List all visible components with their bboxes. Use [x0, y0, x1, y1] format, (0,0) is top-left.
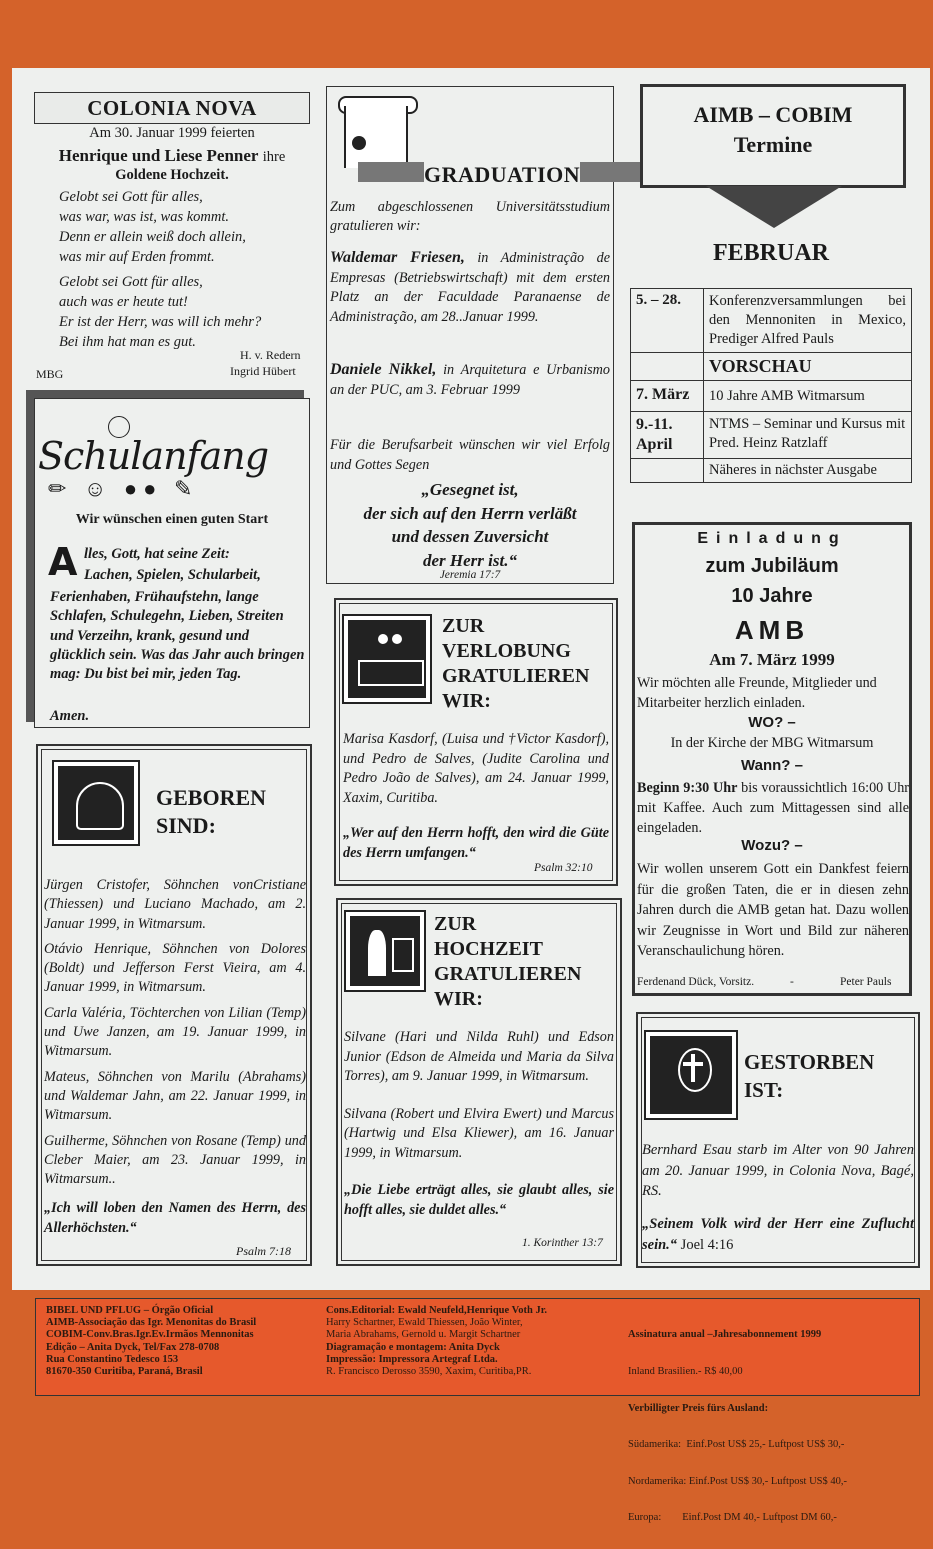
school-supplies-icon: ✏ ☺ ●● ✎	[48, 476, 199, 501]
hochzeit-quote: „Die Liebe erträgt alles, sie glaubt alles, sie hofft alles, sie duldet alles.“	[344, 1182, 614, 1218]
title-line: WIR:	[442, 690, 491, 712]
imprint-line: AIMB-Associação das Igr. Menonitas do Brasil	[46, 1317, 257, 1329]
imprint-line: R. Francisco Derosso 3590, Xaxim, Curitiba,PR.	[326, 1366, 532, 1378]
verlobung-ref: Psalm 32:10	[534, 862, 593, 874]
imprint-line: Südamerika: Einf.Post US$ 25,- Luftpost US$ 30,-	[628, 1439, 845, 1451]
termine-date	[631, 459, 704, 483]
imprint-line: Rua Constantino Tedesco 153	[46, 1353, 179, 1365]
einladung-sign-dash: -	[790, 976, 794, 988]
title-line: VERLOBUNG	[442, 640, 571, 662]
einladung-sign-left: Ferdenand Dück, Vorsitz.	[637, 976, 755, 988]
imprint-line: Harry Schartner, Ewald Thiessen, João Winter,	[326, 1317, 523, 1329]
imprint-line: Assinatura anual –Jahresabonnement 1999	[628, 1329, 822, 1341]
colonia-author: H. v. Redern	[240, 348, 301, 362]
table-row	[631, 459, 912, 483]
birth-entry: Carla Valéria, Töchterchen von Lilian (Temp) und Uwe Janzen, am 19. Januar 1999, in Witmarsum.	[44, 1004, 306, 1060]
imprint-col-publisher	[46, 1305, 326, 1378]
termine-table	[630, 288, 912, 483]
imprint-col-subscription	[628, 1305, 916, 1549]
birth-entry: Guilherme, Söhnchen von Rosane (Temp) und Cleber Maier, am 23. Januar 1999, in Witmarsum..	[44, 1132, 306, 1188]
geboren-quote: „Ich will loben den Namen des Herrn, des Allerhöchsten.“	[44, 1200, 306, 1236]
aimb-subtitle: Termine	[733, 132, 813, 157]
geboren-title-2: SIND:	[156, 813, 216, 838]
termine-date	[631, 353, 704, 381]
imprint-line: Impressão: Impressora Artegraf Ltda.	[326, 1353, 498, 1365]
graduation-ref: Jeremia 17:7	[439, 569, 501, 581]
verse-line: Gelobt sei Gott für alles,	[59, 189, 203, 205]
einladung-wozu-q: Wozu? –	[741, 837, 803, 854]
table-row	[631, 353, 912, 381]
gestorben-title	[744, 1048, 874, 1104]
graduation-wish: Für die Berufsarbeit wünschen wir viel Erfolg und Gottes Segen	[330, 437, 610, 473]
title-line: GRATULIEREN	[442, 665, 590, 687]
graduation-entry-1	[330, 248, 610, 327]
imprint-line: Verbilligter Preis fürs Ausland:	[628, 1402, 769, 1414]
termine-text: 10 Jahre AMB Witmarsum	[704, 381, 912, 412]
imprint-line: Maria Abrahams, Gernold u. Margit Schartner	[326, 1329, 521, 1341]
gestorben-text: Bernhard Esau starb im Alter von 90 Jahren am 20. Januar 1999, in Colonia Nova, Bagé, RS.	[642, 1142, 914, 1199]
colonia-line1: Am 30. Januar 1999 feierten	[89, 125, 255, 141]
colonia-occasion: Goldene Hochzeit.	[115, 167, 229, 183]
wedding-entry: Silvane (Hari und Nilda Ruhl) und Edson Junior (Edson de Almeida und Maria da Silva Torres), am 9. Januar 1999, in Witmarsum.	[344, 1029, 614, 1084]
verse-line: Denn er allein weiß doch allein,	[59, 229, 246, 245]
grad2-name: Daniele Nikkel,	[330, 361, 437, 378]
gestorben-ref: Joel 4:16	[680, 1236, 734, 1253]
termine-text: NTMS – Seminar und Kursus mit Pred. Heinz Ratzlaff	[704, 412, 912, 459]
diploma-scroll-icon	[338, 92, 424, 178]
imprint-line: BIBEL UND PFLUG – Órgão Oficial	[46, 1305, 214, 1316]
colonia-names: Henrique und Liese Penner	[58, 146, 259, 165]
wedding-entry: Silvana (Robert und Elvira Ewert) und Marcus (Hartwig und Elsa Kliewer), am 16. Januar 1999, in Witmarsum.	[344, 1105, 614, 1161]
birth-entry: Otávio Henrique, Söhnchen von Dolores (Boldt) und Jefferson Ferst Vieira, am 4. Januar 1999, in Witmarsum.	[44, 940, 306, 996]
title-line: HOCHZEIT	[434, 938, 543, 960]
baby-cradle-icon	[52, 760, 140, 846]
imprint-line: Cons.Editorial: Ewald Neufeld,Henrique Voth Jr.	[326, 1305, 548, 1316]
imprint-line: Diagramação e montagem: Anita Dyck	[326, 1341, 500, 1353]
gestorben-quote: „Seinem Volk wird der Herr eine Zuflucht sein.“	[642, 1216, 914, 1253]
quote-line: und dessen Zuversicht	[391, 527, 549, 546]
imprint-footer	[35, 1298, 920, 1524]
termine-date: 9.-11. April	[631, 412, 704, 459]
termine-date: 5. – 28.	[631, 289, 704, 353]
einladung-wo-q: WO? –	[748, 714, 796, 731]
colonia-ihre: ihre	[262, 149, 286, 165]
termine-text: Näheres in nächster Ausgabe	[704, 459, 912, 483]
schulanfang-subtitle: Wir wünschen einen guten Start	[75, 512, 269, 527]
graduation-quote	[326, 478, 614, 572]
einladung-wo-a: In der Kirche der MBG Witmarsum	[670, 735, 874, 751]
colonia-signer: Ingrid Hübert	[230, 364, 296, 378]
schulanfang-text: Ferienhaben, Frühaufstehn, lange Schlafen, Schulegehn, Lieben, Streiten und Verzeihn, krank, gesund und glücklich sein. Was das Jahr auch bringen mag: Du bist bei mir, jeden Tag.	[50, 589, 305, 683]
termine-date: 7. März	[631, 381, 704, 412]
table-row	[631, 289, 912, 353]
geboren-title-1: GEBOREN	[156, 785, 267, 810]
quote-line: der Herr ist.“	[423, 550, 517, 570]
einladung-amb: AMB	[734, 615, 810, 645]
colonia-names-line	[34, 146, 310, 166]
verse-line: was war, was ist, was kommt.	[59, 209, 230, 225]
quote-line: der sich auf den Herrn verläßt	[363, 503, 577, 523]
imprint-line: Europa: Einf.Post DM 40,- Luftpost DM 60,-	[628, 1512, 837, 1524]
aimb-title: AIMB – COBIM	[693, 102, 853, 127]
einladung-wozu-a: Wir wollen unserem Gott ein Dankfest feiern für die großen Taten, die er in diesen zehn Jahren durch die AMB getan hat. Dazu wollen wir Zeugnisse in Wort und Bild zur näheren Veranschaulichung hören.	[637, 861, 909, 959]
einladung-sign-right: Peter Pauls	[840, 976, 892, 988]
einladung-head: Einladung	[697, 530, 847, 547]
einladung-wann-a: bis voraussichtlich 16:00 Uhr mit Kaffee. Auch zum Mittagessen sind alle eingeladen.	[637, 780, 910, 836]
verlobung-title	[442, 614, 589, 714]
graduation-entry-2	[330, 360, 610, 400]
schulanfang-amen: Amen.	[50, 708, 90, 724]
schulanfang-line1: lles, Gott, hat seine Zeit:	[84, 546, 230, 562]
title-line: GRATULIEREN	[434, 963, 582, 985]
couple-bench-icon	[342, 614, 432, 704]
colonia-verse1	[59, 187, 246, 267]
einladung-wann-q: Wann? –	[741, 757, 803, 774]
verse-line: auch was er heute tut!	[59, 294, 188, 310]
hochzeit-title	[434, 912, 581, 1012]
colonia-title: COLONIA NOVA	[87, 96, 257, 120]
imprint-line: 81670-350 Curitiba, Paraná, Brasil	[46, 1366, 203, 1378]
einladung-sub2: 10 Jahre	[731, 585, 813, 607]
colonia-org: MBG	[36, 367, 64, 381]
vorschau-label: VORSCHAU	[704, 353, 912, 381]
table-row	[631, 412, 912, 459]
imprint-col-editorial	[326, 1305, 621, 1378]
verse-line: Gelobt sei Gott für alles,	[59, 274, 203, 290]
wedding-couple-icon	[344, 910, 426, 992]
geboren-title	[156, 784, 266, 840]
einladung-sub1: zum Jubiläum	[705, 555, 839, 577]
imprint-line: Edição – Anita Dyck, Tel/Fax 278-0708	[46, 1341, 220, 1353]
hochzeit-entries	[344, 1028, 614, 1220]
gestorben-title-2: IST:	[744, 1078, 784, 1102]
birth-entry: Mateus, Söhnchen von Marilu (Abrahams) und Waldemar Jahn, am 22. Januar 1999, in Witmarsum.	[44, 1068, 306, 1124]
einladung-wann	[637, 778, 909, 838]
geboren-entries	[44, 876, 306, 1238]
schulanfang-dropcap: A	[48, 540, 78, 584]
aimb-month: FEBRUAR	[712, 240, 829, 266]
quote-line: „Gesegnet ist,	[421, 480, 519, 499]
verse-line: was mir auf Erden frommt.	[59, 249, 215, 265]
colonia-verse2	[59, 272, 261, 352]
einladung-wann-bold: Beginn 9:30 Uhr	[637, 780, 738, 796]
hochzeit-ref: 1. Korinther 13:7	[522, 1237, 603, 1249]
einladung-intro: Wir möchten alle Freunde, Mitglieder und Mitarbeiter herzlich einladen.	[637, 675, 877, 711]
verlobung-quote: „Wer auf den Herrn hofft, den wird die Güte des Herrn umfangen.“	[343, 825, 609, 861]
schulanfang-line2: Lachen, Spielen, Schularbeit,	[84, 567, 261, 583]
graduation-title: GRADUATION	[424, 162, 581, 187]
cross-bible-icon	[644, 1030, 738, 1120]
verse-line: Bei ihm hat man es gut.	[59, 334, 196, 350]
gestorben-quote-line	[642, 1214, 914, 1255]
grad1-text: in Administração de Empresas (Betriebswirtschaft) mit dem ersten Platz an der Faculdade Paranaense de Administração, am 28..Januar 1999.	[330, 250, 611, 325]
graduation-intro: Zum abgeschlossenen Universitätsstudium gratulieren wir:	[330, 199, 610, 234]
imprint-line: Inland Brasilien.- R$ 40,00	[628, 1366, 743, 1378]
geboren-ref: Psalm 7:18	[236, 1244, 291, 1258]
termine-text: Konferenzversammlungen bei den Mennoniten in Mexico, Prediger Alfred Pauls	[704, 289, 912, 353]
imprint-line: Nordamerika: Einf.Post US$ 30,- Luftpost US$ 40,-	[628, 1475, 848, 1487]
grad2-text: in Arquitetura e Urbanismo an der PUC, am 3. Februar 1999	[330, 362, 611, 398]
gestorben-title-1: GESTORBEN	[744, 1050, 875, 1074]
verse-line: Er ist der Herr, was will ich mehr?	[59, 314, 262, 330]
einladung-date: Am 7. März 1999	[709, 650, 835, 669]
table-row	[631, 381, 912, 412]
title-line: ZUR	[442, 615, 485, 637]
grad1-name: Waldemar Friesen,	[330, 249, 465, 266]
title-line: WIR:	[434, 988, 483, 1010]
verlobung-text: Marisa Kasdorf, (Luisa und †Victor Kasdorf), und Pedro de Salves, (Judite Carolina und Pedro João de Salves), am 24. Januar 1999, Xaxim, Curitiba.	[343, 731, 609, 806]
title-line: ZUR	[434, 913, 477, 935]
birth-entry: Jürgen Cristofer, Söhnchen vonCristiane (Thiessen) und Luciano Machado, am 2. Januar 1999, in Witmarsum.	[44, 877, 306, 932]
arrow-down-icon	[706, 186, 842, 228]
schulanfang-title: Schulanfang	[38, 434, 269, 478]
imprint-line: COBIM-Conv.Bras.Igr.Ev.Irmãos Mennonitas	[46, 1329, 254, 1341]
